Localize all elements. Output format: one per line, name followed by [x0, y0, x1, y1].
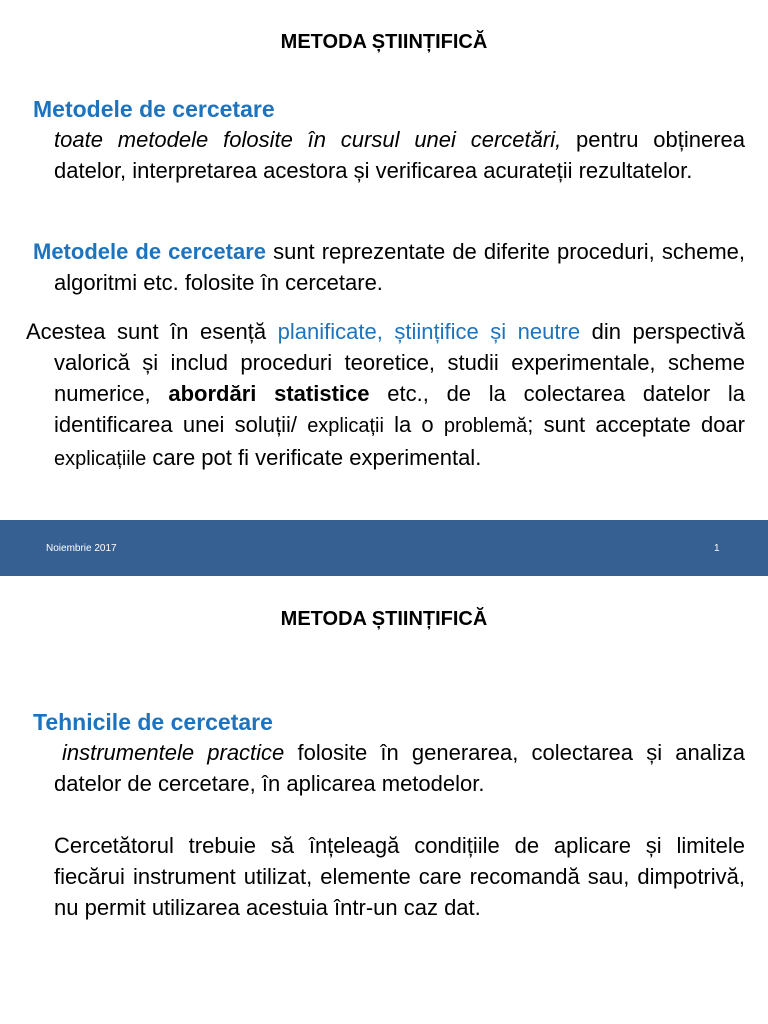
- definition-text: pentru obținerea datelor, interpretarea acestora și verificarea acurateții rezultatelor.: [54, 127, 745, 183]
- paragraph-3-start: Acestea sunt în esență: [26, 319, 278, 344]
- paragraph-3-end: care pot fi verificate experimental.: [146, 445, 482, 470]
- slide-2-definition-italic: instrumentele practice: [62, 740, 285, 765]
- paragraph-3-middle-2: etc., de la colectarea datelor la identificarea unei soluții/: [54, 381, 745, 437]
- paragraph-3-bold-1: abordări: [168, 381, 257, 406]
- slide-2-title: METODA ȘTIINȚIFICĂ: [280, 608, 488, 630]
- slide-2-paragraph-2: Cercetătorul trebuie să înțeleagă condițiile de aplicare și limitele fiecărui instrument utilizat, elemente care recomandă sau, dimpotrivă, nu permit utilizarea acestuia într-un caz dat.: [54, 833, 745, 920]
- slide-1-definition: [54, 124, 745, 186]
- definition-italic: toate metodele folosite în cursul unei cercetări,: [54, 127, 562, 152]
- paragraph-2-text: sunt reprezentate de diferite proceduri, scheme, algoritmi etc. folosite în cercetare.: [54, 239, 745, 295]
- paragraph-3-highlight: planificate, științifice și neutre: [277, 319, 581, 344]
- paragraph-3-middle-3: la o: [383, 412, 444, 437]
- footer-page-number: 1: [714, 543, 720, 554]
- slide-1-heading: Metodele de cercetare: [33, 96, 275, 122]
- paragraph-3-middle-4: ; sunt acceptate doar: [527, 412, 745, 437]
- slide-1-title: METODA ȘTIINȚIFICĂ: [280, 31, 488, 53]
- slide-1-paragraph-2: [33, 236, 745, 298]
- paragraph-3-small-3: explicațiile: [54, 448, 147, 470]
- paragraph-3-middle: din perspectivă valorică și includ proceduri teoretice, studii experimentale, scheme numerice,: [54, 319, 745, 406]
- footer-date: Noiembrie 2017: [46, 543, 117, 554]
- paragraph-3-small-1: explicații: [307, 415, 384, 437]
- slide-2-heading: Tehnicile de cercetare: [33, 709, 273, 735]
- slide-2: [0, 576, 768, 1024]
- paragraph-2-lead: Metodele de cercetare: [33, 239, 267, 264]
- slide-2-definition-text: folosite în generarea, colectarea și analiza datelor de cercetare, în aplicarea metodelor.: [54, 740, 745, 796]
- paragraph-3-bold-2: statistice: [274, 381, 370, 406]
- slide-footer-bar: [0, 520, 768, 576]
- slide-1-paragraph-3: [26, 316, 745, 475]
- paragraph-3-small-2: problemă: [443, 415, 528, 437]
- paragraph-3-space: [256, 381, 274, 406]
- slide-2-definition: [54, 737, 745, 799]
